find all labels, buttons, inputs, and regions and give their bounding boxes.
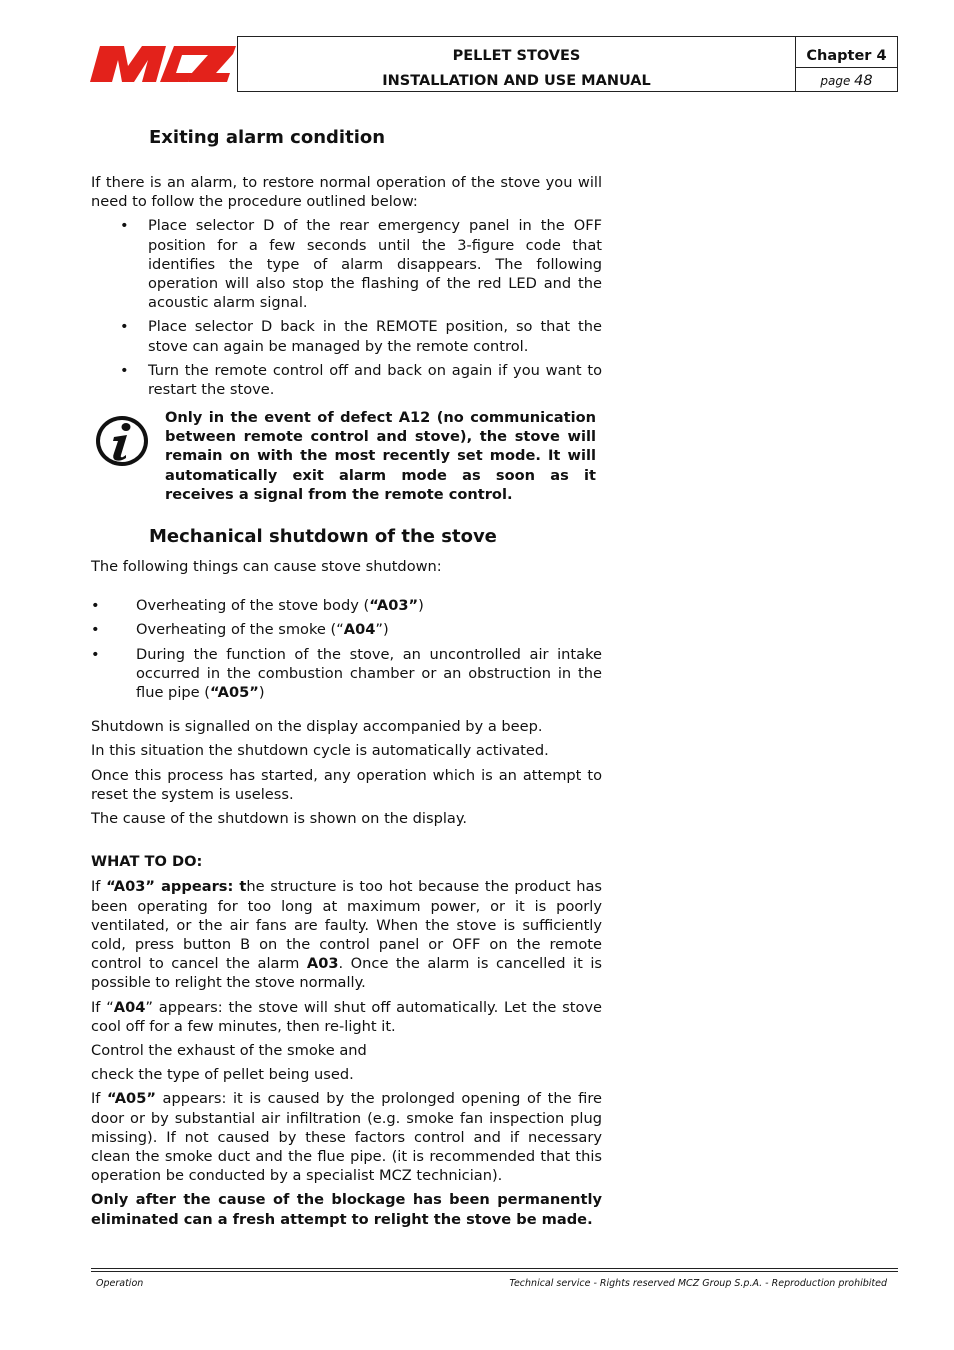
- list-item: • Place selector D back in the REMOTE position, so that the stove can again be managed by the remote control.: [91, 317, 602, 355]
- a05-paragraph: If “A05” appears: it is caused by the prolonged opening of the fire door or by substantial air infiltration (e.g. smoke fan inspection plug missing). If not caused by these factors control and if necessary clean the smoke duct and the flue pipe. (it is recommended that this operation be conducted by a specialist MCZ technician).: [91, 1090, 602, 1185]
- a03-paragraph: If “A03” appears: the structure is too hot because the product has been operating for too long at maximum power, or it is poorly ventilated, or the air fans are faulty. When the stove is sufficiently cold, press button B on the control panel or OFF on the remote control to cancel the alarm A03. Once the alarm is cancelled it is possible to relight the stove normally.: [91, 878, 603, 992]
- section-heading-mechanical-shutdown: Mechanical shutdown of the stove: [149, 526, 497, 547]
- what-to-do-heading: WHAT TO DO:: [91, 853, 203, 871]
- list-item: • Overheating of the smoke (“A04”): [91, 620, 602, 639]
- section1-body: [91, 173, 602, 404]
- section1-intro: If there is an alarm, to restore normal operation of the stove you will need to follow the procedure outlined below:: [91, 174, 602, 211]
- header-title-box: [237, 36, 796, 92]
- paragraph: Shutdown is signalled on the display accompanied by a beep.: [91, 718, 543, 736]
- alarm-steps-list: [91, 216, 602, 399]
- header-title-line1: PELLET STOVES: [452, 48, 581, 64]
- paragraph: check the type of pellet being used.: [91, 1066, 354, 1084]
- a04-paragraph: If “A04” appears: the stove will shut off automatically. Let the stove cool off for a few minutes, then re-light it.: [91, 998, 602, 1035]
- footer-left: Operation: [96, 1278, 144, 1289]
- paragraph: In this situation the shutdown cycle is automatically activated.: [91, 742, 549, 760]
- paragraph: The cause of the shutdown is shown on the display.: [91, 810, 468, 828]
- paragraph: Once this process has started, any operation which is an attempt to reset the system is useless.: [91, 766, 602, 803]
- mcz-logo: [90, 42, 236, 86]
- section2-intro: The following things can cause stove shutdown:: [91, 558, 442, 575]
- paragraph: Control the exhaust of the smoke and: [91, 1042, 367, 1060]
- list-item: • Overheating of the stove body (“A03”): [91, 596, 602, 615]
- final-warning: Only after the cause of the blockage has been permanently eliminated can a fresh attempt to relight the stove be made.: [91, 1191, 602, 1228]
- list-item: • Place selector D of the rear emergency panel in the OFF position for a few seconds until the 3-figure code that identifies the type of alarm disappears. The following operation will also stop the flashing of the red LED and the acoustic alarm signal.: [91, 216, 602, 312]
- page-number: page 48: [820, 73, 873, 89]
- section2-body: [91, 557, 602, 1229]
- shutdown-causes-list: [91, 596, 602, 702]
- footer-rule: [91, 1268, 898, 1269]
- footer-rule: [91, 1271, 898, 1272]
- list-item: • Turn the remote control off and back on again if you want to restart the stove.: [91, 361, 602, 399]
- footer-right: Technical service - Rights reserved MCZ Group S.p.A. - Reproduction prohibited: [509, 1278, 887, 1289]
- info-note: Only in the event of defect A12 (no communication between remote control and stove), the stove will remain on with the most recently set mode. It will automatically exit alarm mode as soon as it receives a signal from the remote control.: [165, 409, 596, 503]
- header-title-line2: INSTALLATION AND USE MANUAL: [382, 73, 651, 89]
- list-item: • During the function of the stove, an uncontrolled air intake occurred in the combustion chamber or an obstruction in the flue pipe (“A05”): [91, 645, 602, 703]
- chapter-label: Chapter 4: [806, 48, 887, 64]
- section-heading-exiting-alarm: Exiting alarm condition: [149, 127, 386, 148]
- info-icon: [94, 415, 150, 467]
- header-chapter-box: [795, 36, 898, 92]
